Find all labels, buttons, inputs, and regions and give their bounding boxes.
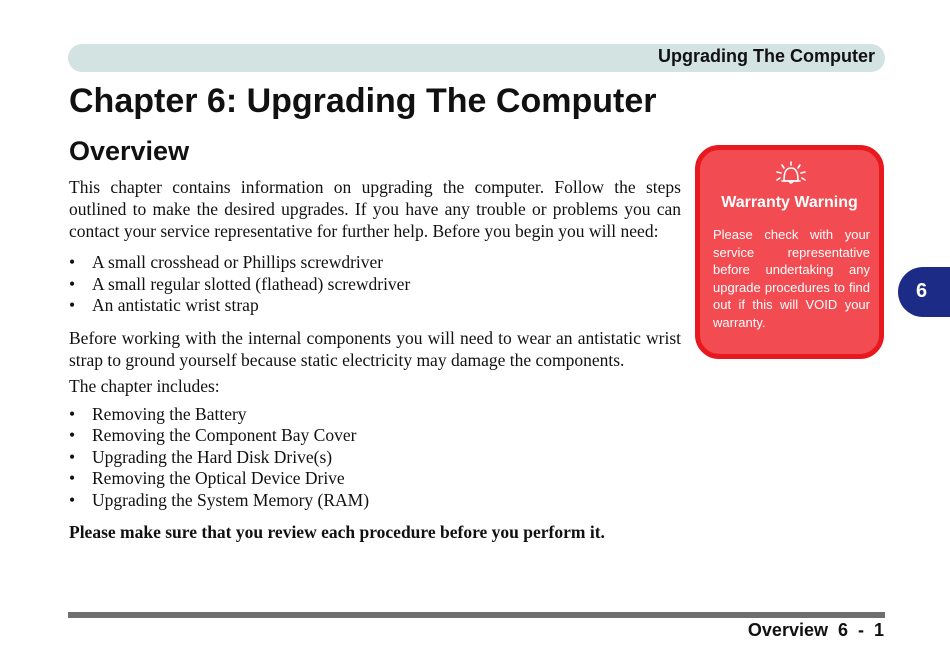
- alarm-bell-icon: [774, 160, 808, 188]
- list-item: • Removing the Optical Device Drive: [69, 468, 345, 488]
- list-item: • Removing the Component Bay Cover: [69, 425, 357, 445]
- bullet: •: [69, 489, 76, 510]
- running-header-bar: [68, 44, 885, 72]
- warning-title: Warranty Warning: [721, 194, 858, 211]
- static-note-paragraph: Before working with the internal components you will need to wear an antistatic wrist strap to ground yourself because static electricity may damage the components.: [69, 327, 681, 370]
- chapter-contents-list: [69, 404, 681, 512]
- bullet: •: [69, 252, 76, 272]
- warranty-warning-box: [695, 145, 884, 359]
- footer-rule: [68, 612, 885, 618]
- section-title: Overview: [69, 136, 190, 166]
- bullet: •: [69, 403, 76, 424]
- running-header-title: Upgrading The Computer: [658, 46, 875, 66]
- bullet: •: [69, 425, 76, 445]
- includes-intro: The chapter includes:: [69, 375, 220, 396]
- bullet: •: [69, 295, 76, 315]
- body-text: [69, 176, 681, 543]
- list-item: • Removing the Battery: [69, 403, 247, 424]
- tools-list: [69, 252, 681, 317]
- closing-note: Please make sure that you review each procedure before you perform it.: [69, 522, 605, 542]
- list-item: • Upgrading the Hard Disk Drive(s): [69, 446, 333, 467]
- list-item: • A small crosshead or Phillips screwdriver: [69, 252, 384, 272]
- bullet: •: [69, 273, 76, 294]
- intro-paragraph: This chapter contains information on upgrading the computer. Follow the steps outlined to make the desired upgrades. If you have any trouble or problems you can contact your service representative for further help. Before you begin you will need:: [69, 177, 681, 241]
- list-item: • A small regular slotted (flathead) screwdriver: [69, 273, 411, 294]
- page-footer: Overview 6 - 1: [747, 620, 884, 640]
- list-item: • An antistatic wrist strap: [69, 295, 259, 315]
- chapter-title: Chapter 6: Upgrading The Computer: [69, 82, 657, 120]
- bullet: •: [69, 446, 76, 467]
- bullet: •: [69, 468, 76, 488]
- chapter-tab: [898, 267, 950, 317]
- warning-text: Please check with your service representative before undertaking any upgrade procedures to find out if this will VOID your warranty.: [713, 227, 870, 330]
- list-item: • Upgrading the System Memory (RAM): [69, 489, 370, 510]
- chapter-tab-number: 6: [916, 280, 928, 302]
